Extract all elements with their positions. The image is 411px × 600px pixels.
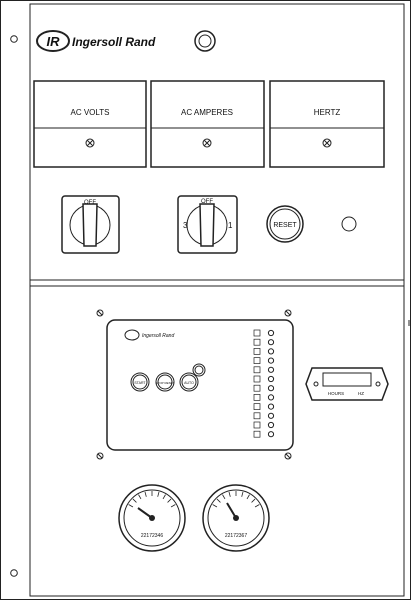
switch-pos-3-label: 3 — [183, 221, 188, 230]
status-led-icon — [268, 349, 273, 354]
brand-logo-mark: IR — [46, 34, 60, 49]
indicator-lamp-icon — [342, 217, 356, 231]
svg-text:STOP RESET: STOP RESET — [155, 381, 175, 385]
gauge-right — [203, 485, 269, 551]
status-led-icon — [268, 386, 273, 391]
controller-stop-reset-button[interactable] — [156, 373, 175, 391]
status-led-icon — [268, 395, 273, 400]
switch-pos-1-label: 1 — [228, 221, 233, 230]
hour-meter-hours-label: HOURS — [327, 391, 345, 396]
indicator-lamp-icon — [195, 31, 215, 51]
meter-hertz — [270, 81, 384, 167]
switch-off-label: OFF — [84, 200, 96, 206]
status-led-icon — [268, 340, 273, 345]
hour-meter — [306, 368, 388, 400]
rotary-switch-left[interactable] — [62, 196, 119, 253]
status-led-icon — [268, 358, 273, 363]
status-led-icon — [268, 404, 273, 409]
controller-start-button[interactable] — [131, 373, 149, 391]
rotary-switch-right[interactable] — [178, 196, 237, 253]
status-led-icon — [268, 432, 273, 437]
svg-text:START: START — [134, 381, 146, 385]
meter-label: AC AMPERES — [180, 108, 234, 117]
status-led-icon — [268, 413, 273, 418]
svg-text:AUTO: AUTO — [184, 381, 194, 385]
meter-label: AC VOLTS — [70, 108, 110, 117]
meter-label: HERTZ — [313, 108, 341, 117]
controller-brand: Ingersoll Rand — [142, 333, 175, 339]
hour-meter-hz-label: HZ — [358, 391, 364, 396]
switch-off-label: OFF — [201, 199, 213, 205]
reset-button[interactable] — [267, 206, 303, 242]
meter-ac-volts — [34, 81, 146, 167]
controller-auto-button[interactable] — [180, 373, 198, 391]
status-led-icon — [268, 367, 273, 372]
gauge-left — [119, 485, 185, 551]
brand-name: Ingersoll Rand — [72, 35, 156, 49]
gauge-serial: 22172346 — [140, 533, 164, 539]
meter-ac-amperes — [151, 81, 264, 167]
reset-label: RESET — [273, 222, 297, 229]
status-led-icon — [268, 422, 273, 427]
status-led-icon — [268, 376, 273, 381]
gauge-serial: 22172367 — [224, 533, 248, 539]
status-led-icon — [268, 330, 273, 335]
